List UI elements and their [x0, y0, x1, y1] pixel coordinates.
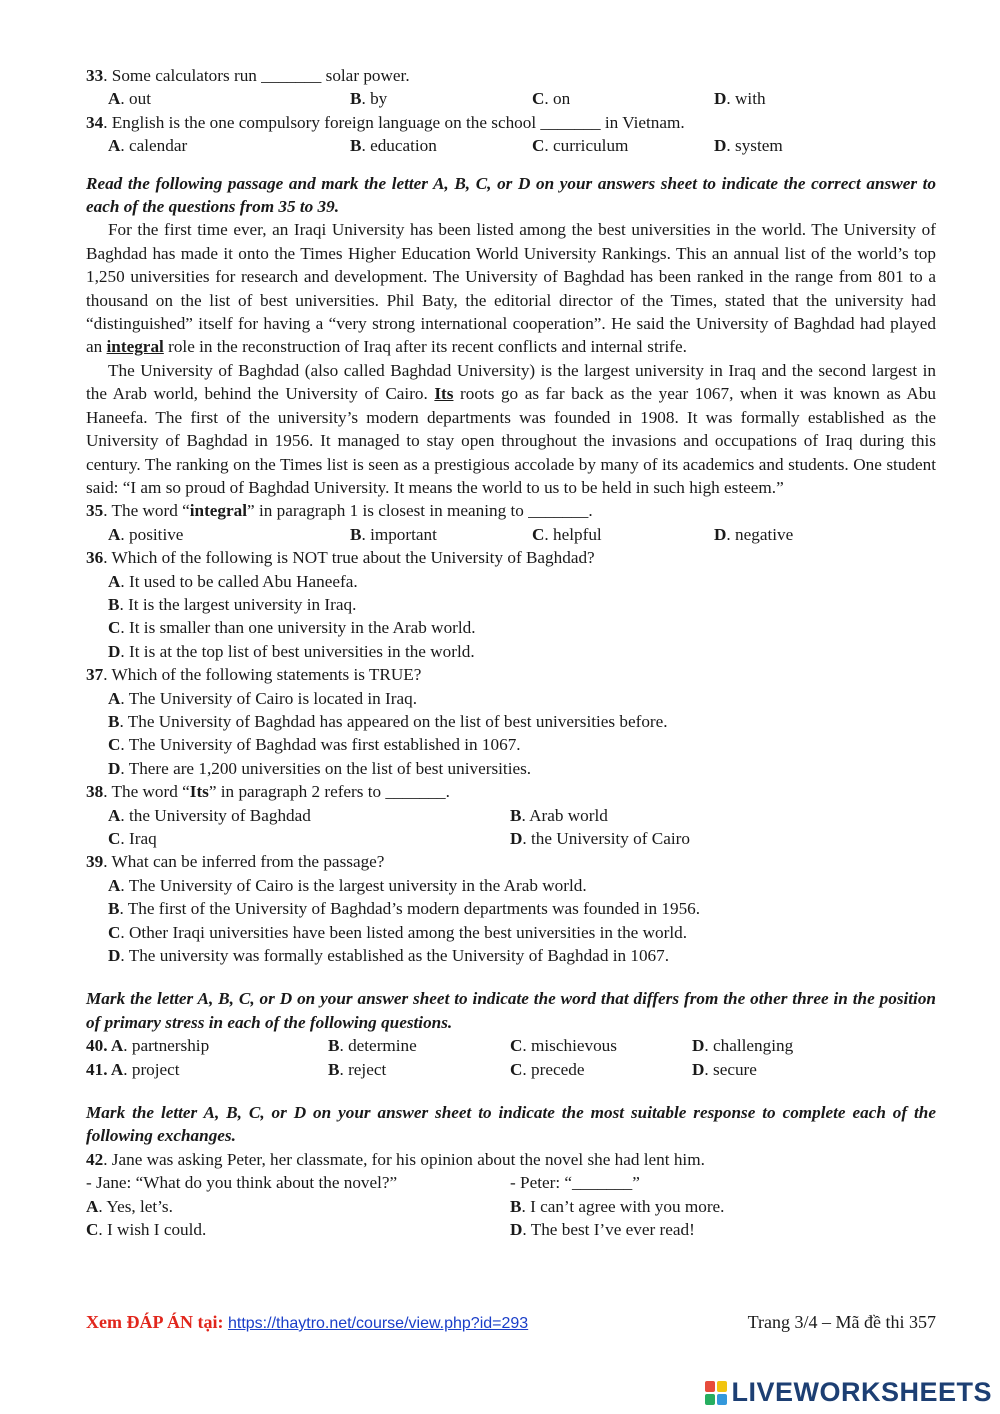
option-d[interactable]: D. secure: [692, 1059, 757, 1079]
question-38: 38. The word “Its” in paragraph 2 refers to _______.: [86, 782, 450, 802]
question-stem: . Some calculators run _______ solar power.: [103, 66, 410, 85]
question-42-dialogue: [86, 1171, 936, 1194]
option-b[interactable]: B. I can’t agree with you more.: [510, 1196, 725, 1216]
passage-paragraph-1: For the first time ever, an Iraqi University has been listed among the best universities in the world. The University of Baghdad has made it onto the Times Higher Education World University Rankings. This an annual list of the world’s top 1,250 universities for research and development. The University of Baghdad has been ranked in the range from 801 to a thousand on the list of best universities. Phil Baty, the editorial director of the Times, stated that the university had “distinguished” itself for having a “very strong international cooperation”. He said the University of Baghdad had played an integral role in the reconstruction of Iraq after its recent conflicts and internal strife.: [86, 220, 936, 357]
logo-square-yellow: [717, 1381, 727, 1392]
answer-label: Xem ĐÁP ÁN tại:: [86, 1312, 224, 1332]
answer-link-block: [86, 1311, 528, 1335]
option-b[interactable]: B. important: [350, 524, 437, 544]
option-c[interactable]: C. precede: [510, 1059, 585, 1079]
option-a[interactable]: A. It used to be called Abu Haneefa.: [108, 571, 358, 591]
question-number: 34: [86, 112, 104, 132]
question-36: 36. Which of the following is NOT true about the University of Baghdad?: [86, 548, 595, 568]
option-b[interactable]: B. education: [350, 136, 437, 156]
option-d[interactable]: D. the University of Cairo: [510, 829, 690, 848]
logo-square-green: [705, 1394, 715, 1405]
option-c[interactable]: C. Other Iraqi universities have been listed among the best universities in the world.: [108, 922, 687, 942]
liveworksheets-brand: [705, 1378, 992, 1408]
logo-square-red: [705, 1381, 715, 1392]
option-a[interactable]: 41. A. project: [86, 1059, 180, 1079]
reading-instruction: Read the following passage and mark the letter A, B, C, or D on your answers sheet to indicate the correct answer to each of the questions from 35 to 39.: [86, 173, 936, 217]
highlight-integral: integral: [106, 337, 164, 357]
question-33: [86, 64, 936, 87]
option-d[interactable]: D. The university was formally established as the University of Baghdad in 1067.: [108, 946, 670, 966]
liveworksheets-logo-icon: [705, 1381, 727, 1405]
option-a[interactable]: A. the University of Baghdad: [108, 805, 311, 825]
brand-name: LIVEWORKSHEETS: [731, 1377, 992, 1408]
worksheet-page: [86, 64, 936, 1242]
option-b[interactable]: B. Arab world: [510, 805, 608, 825]
option-c[interactable]: C. helpful: [532, 524, 602, 544]
option-c[interactable]: C. on: [532, 89, 571, 109]
option-a[interactable]: A. out: [108, 89, 151, 109]
option-c[interactable]: C. Iraq: [108, 829, 157, 848]
option-b[interactable]: B. The University of Baghdad has appeared on the list of best universities before.: [108, 711, 668, 731]
question-34-options: [86, 134, 936, 157]
passage-paragraph-2: The University of Baghdad (also called Baghdad University) is the largest university in Iraq and the second largest in the Arab world, behind the University of Cairo. Its roots go as far back as the year 1067, when it was known as Abu Haneefa. The first of the university’s modern departments was founded in 1908. It was formally established as the University of Baghdad in 1956. It managed to stay open throughout the invasions and occupations of Iraq during this century. The ranking on the Times list is seen as a prestigious accolade by many of its academics and students. One student said: “I am so proud of Baghdad University. It means the world to us to be held in such high esteem.”: [86, 360, 936, 497]
option-a[interactable]: A. The University of Cairo is the largest university in the Arab world.: [108, 875, 587, 895]
question-39: 39. What can be inferred from the passage?: [86, 852, 385, 872]
stress-instruction: Mark the letter A, B, C, or D on your answer sheet to indicate the word that differs from the other three in the position of primary stress in each of the following questions.: [86, 989, 936, 1032]
option-b[interactable]: B. reject: [328, 1059, 387, 1079]
question-42-options: [86, 1195, 936, 1242]
question-40: [86, 1034, 936, 1057]
option-d[interactable]: D. system: [714, 136, 783, 156]
option-c[interactable]: C. The University of Baghdad was first established in 1067.: [108, 735, 521, 755]
highlight-its: Its: [434, 384, 454, 404]
question-37: 37. Which of the following statements is TRUE?: [86, 665, 422, 685]
option-d[interactable]: D. There are 1,200 universities on the list of best universities.: [108, 758, 532, 778]
question-41: [86, 1058, 936, 1081]
option-d[interactable]: D. negative: [714, 524, 794, 544]
logo-square-blue: [717, 1394, 727, 1405]
option-b[interactable]: B. The first of the University of Baghdad’s modern departments was founded in 1956.: [108, 899, 701, 919]
question-35-options: [86, 523, 936, 546]
option-a[interactable]: 40. A. partnership: [86, 1036, 210, 1056]
question-stem: . English is the one compulsory foreign language on the school _______ in Vietnam.: [103, 112, 685, 132]
page-number: Trang 3/4 – Mã đề thi 357: [747, 1312, 936, 1332]
answer-link[interactable]: https://thaytro.net/course/view.php?id=293: [227, 1315, 529, 1332]
option-a[interactable]: A. Yes, let’s.: [86, 1196, 173, 1216]
option-a[interactable]: A. positive: [108, 524, 184, 544]
question-33-options: [86, 87, 936, 110]
option-a[interactable]: A. The University of Cairo is located in Iraq.: [108, 688, 417, 708]
question-42: 42. Jane was asking Peter, her classmate, for his opinion about the novel she had lent him.: [86, 1149, 705, 1169]
peter-line: - Peter: “_______”: [510, 1173, 640, 1193]
question-34: [86, 111, 936, 134]
option-d[interactable]: D. It is at the top list of best universities in the world.: [108, 641, 475, 661]
option-b[interactable]: B. determine: [328, 1036, 417, 1056]
option-b[interactable]: B. It is the largest university in Iraq.: [108, 594, 357, 614]
question-35: 35. The word “integral” in paragraph 1 is closest in meaning to _______.: [86, 501, 593, 521]
option-d[interactable]: D. challenging: [692, 1036, 794, 1056]
page-footer: [86, 1311, 936, 1337]
option-c[interactable]: C. mischievous: [510, 1036, 617, 1056]
option-c[interactable]: C. It is smaller than one university in the Arab world.: [108, 618, 476, 638]
option-c[interactable]: C. curriculum: [532, 136, 629, 156]
jane-line: - Jane: “What do you think about the novel?”: [86, 1173, 398, 1193]
option-d[interactable]: D. The best I’ve ever read!: [510, 1220, 695, 1240]
option-c[interactable]: C. I wish I could.: [86, 1220, 207, 1240]
option-d[interactable]: D. with: [714, 89, 766, 109]
option-b[interactable]: B. by: [350, 89, 388, 109]
question-38-options: [86, 804, 936, 851]
exchange-instruction: Mark the letter A, B, C, or D on your answer sheet to indicate the most suitable response to complete each of the following exchanges.: [86, 1103, 936, 1146]
option-a[interactable]: A. calendar: [108, 136, 188, 156]
question-number: 33: [86, 66, 104, 85]
